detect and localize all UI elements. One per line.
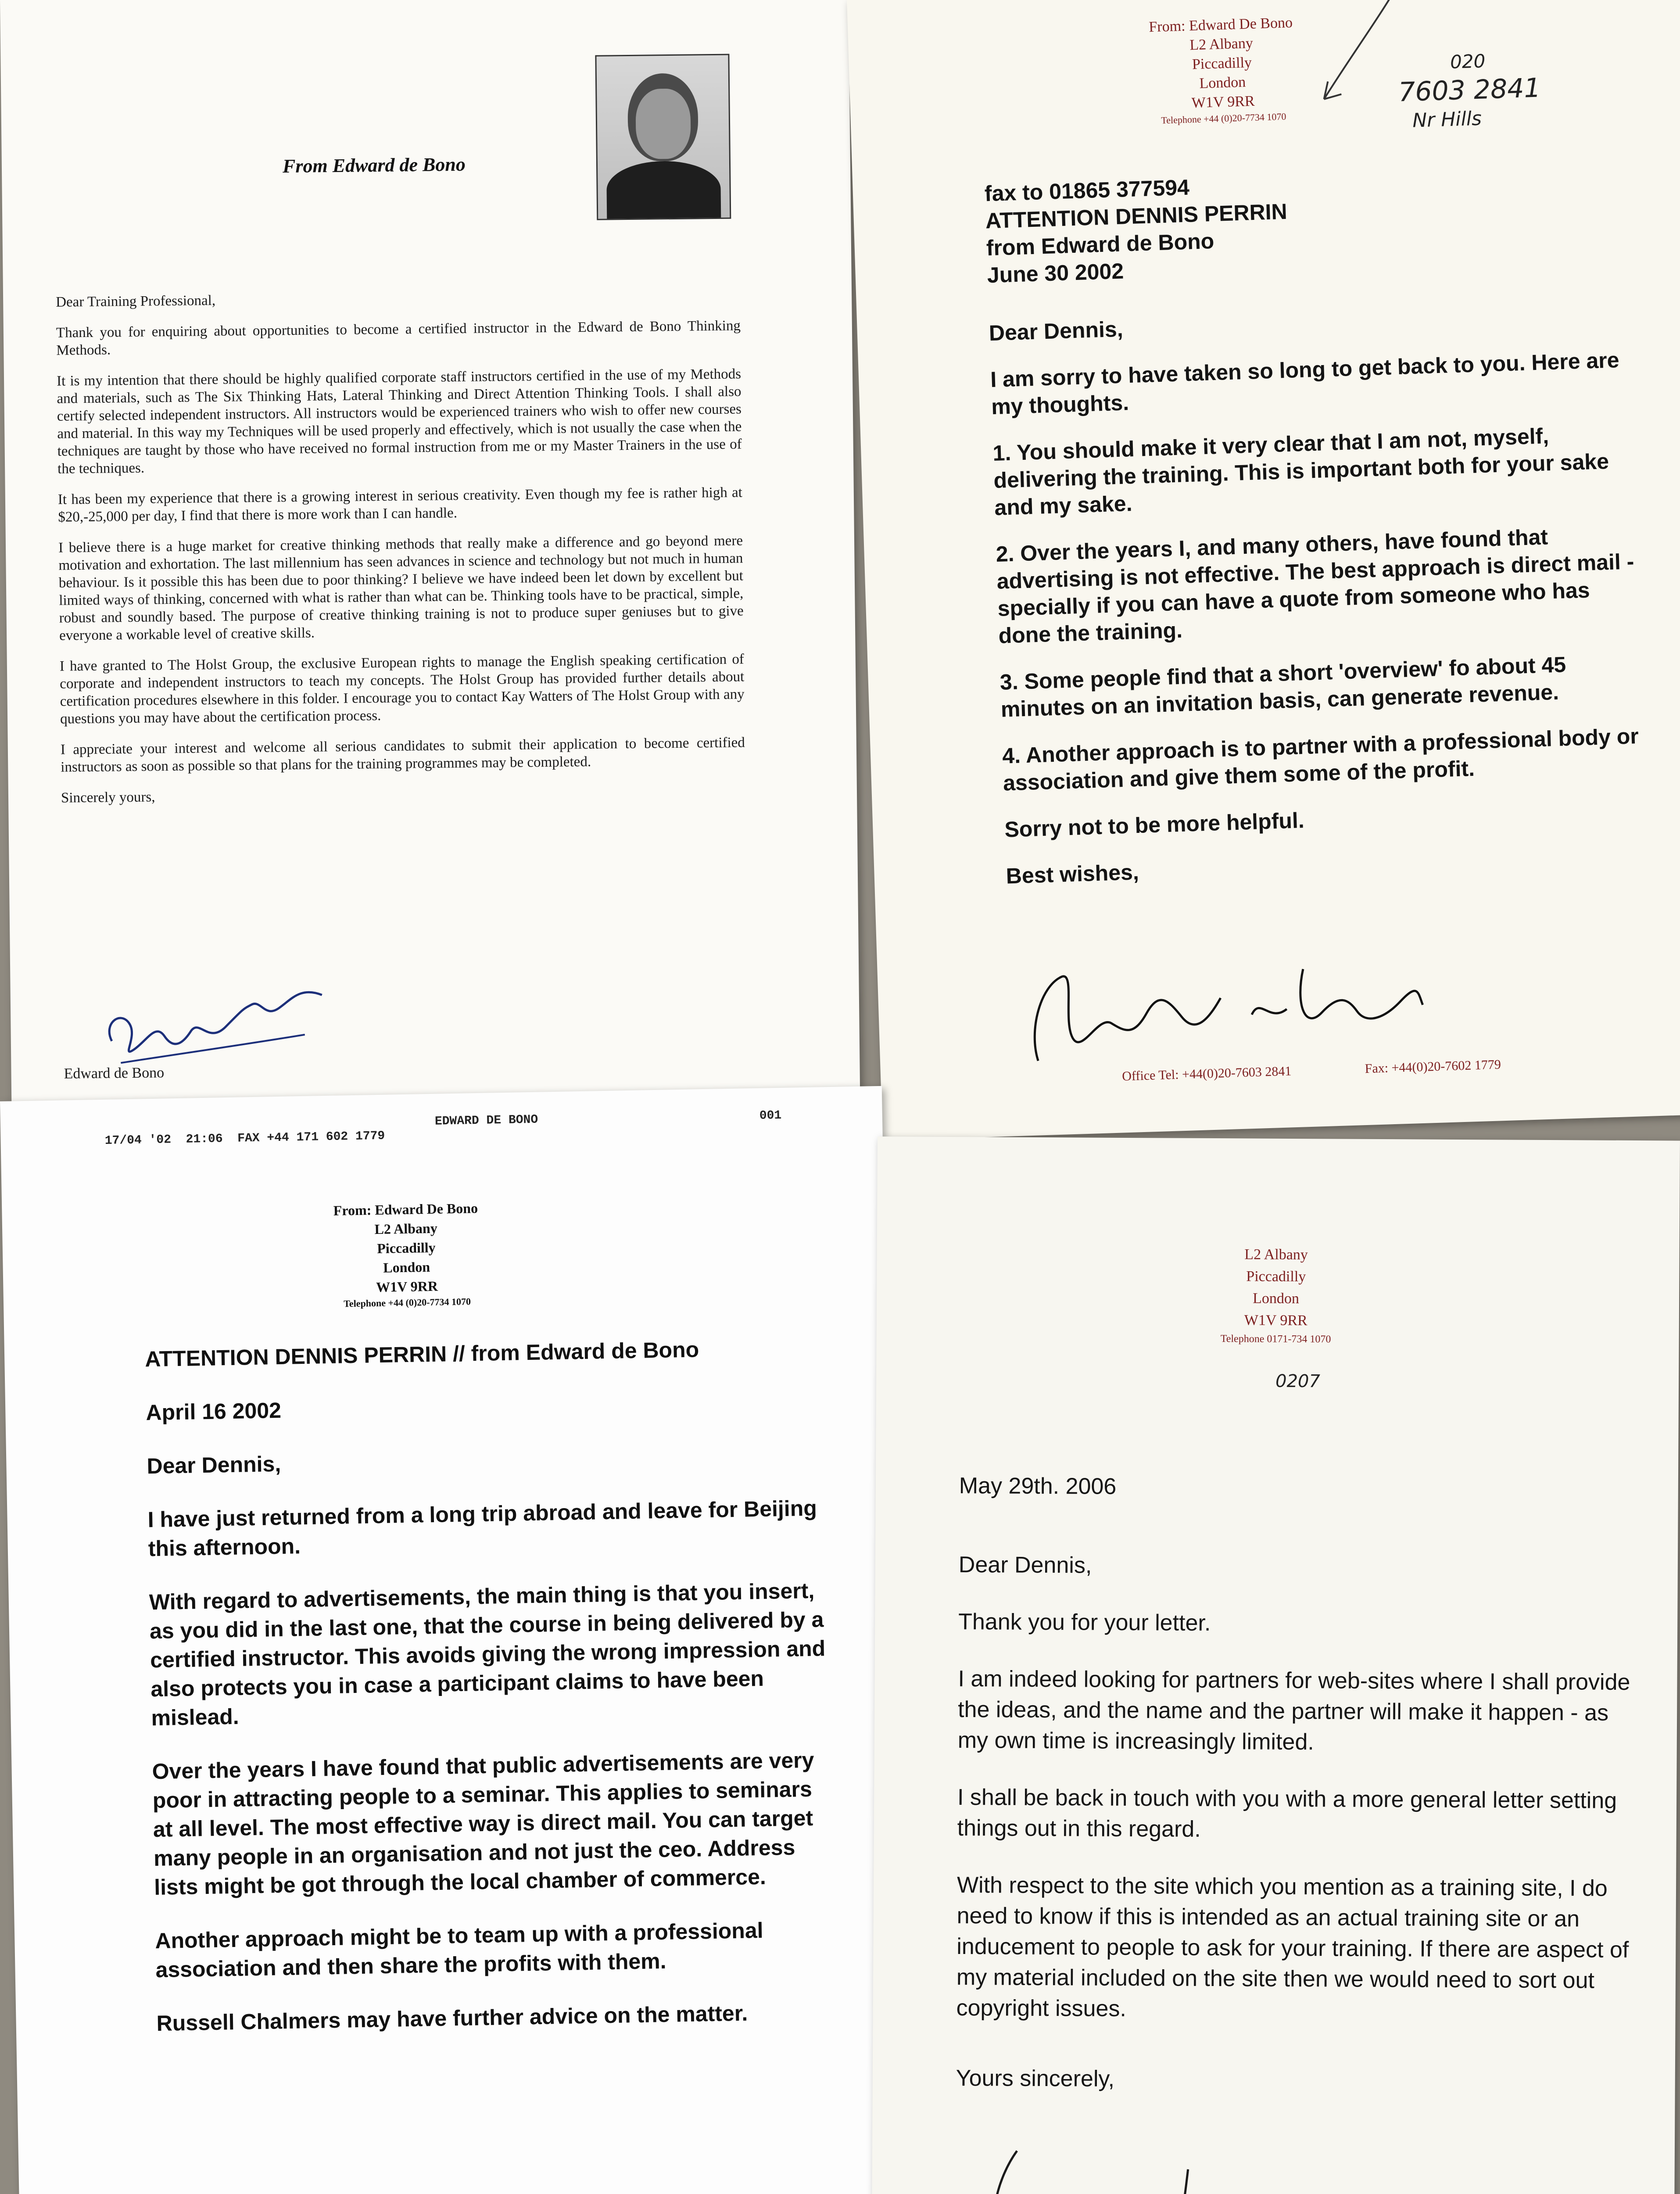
letter-date: May 29th. 2006 <box>959 1473 1117 1499</box>
fax-page-number: 001 <box>759 1108 782 1123</box>
address-line: From: Edward De Bono <box>333 1200 478 1219</box>
letter-body <box>984 160 1656 909</box>
handwritten-number: 7603 2841 <box>1398 72 1541 108</box>
paragraph: I am sorry to have taken so long to get back to you. Here are my thoughts. <box>990 348 1620 419</box>
paragraph: Thank you for enquiring about opportunities to become a certified instructor in the Edward de Bono Thinking Methods. <box>56 318 741 358</box>
portrait-photo <box>595 54 731 220</box>
paragraph: Another approach might be to team up with a professional association and then share the profits with them. <box>154 1918 763 1982</box>
address-line: L2 Albany <box>374 1220 438 1237</box>
address-line: London <box>383 1258 430 1276</box>
address-line: From: Edward De Bono <box>1148 14 1293 36</box>
letter-body <box>145 1333 842 2062</box>
telephone-line: Telephone 0171-734 1070 <box>1220 1333 1331 1345</box>
paragraph: I have just returned from a long trip abroad and leave for Beijing this afternoon. <box>147 1495 817 1561</box>
letterhead-address <box>1184 1244 1368 1347</box>
telephone-line: Telephone +44 (0)20-7734 1070 <box>1161 111 1286 126</box>
paragraph: With regard to advertisements, the main thing is that you insert, as you did in the last one, that the course in being delivered by a certified instructor. This avoids giving the wrong impression and also protects you in case a participant claims to have been mislead. <box>149 1578 826 1731</box>
paragraph: 3. Some people find that a short 'overview' fo about 45 minutes on an invitation basis, can generate revenue. <box>999 652 1566 722</box>
salutation: Dear Dennis, <box>989 316 1124 346</box>
address-line: Piccadilly <box>1192 54 1252 73</box>
address-line: W1V 9RR <box>1244 1312 1307 1329</box>
from-line: From Edward de Bono <box>282 153 466 177</box>
handwritten-arrow <box>1294 0 1412 113</box>
closing: Yours sincerely, <box>956 2065 1115 2092</box>
letterhead-address <box>1128 13 1316 128</box>
paragraph-underlined: I believe there is a huge market for creative thinking methods that really make a difference and go beyond mere motivation and exhortation. The last millennium has seen advances in science and technology but not much in human behaviour. Is it possible this has been due to poor thinking? I believe we have indeed been let down by excellent but limited ways of thinking, concerned with what is rather than what can be. Thinking tools have to be practical, simple, robust and soundly based. The purpose of creative thinking training is not to produce super geniuses but to give everyone a workable level of creative skills. <box>58 533 744 644</box>
closing: Best wishes, <box>1006 860 1139 889</box>
salutation: Dear Dennis, <box>958 1552 1092 1578</box>
handwritten-code: 0207 <box>1275 1371 1321 1392</box>
paragraph: 2. Over the years I, and many others, have found that advertising is not effective. The best approach is direct mail - specially if you can have a quote from someone who has done the training. <box>995 524 1635 648</box>
address-line: London <box>1253 1290 1300 1307</box>
signature-drawing <box>977 2142 1241 2194</box>
paragraph: It has been my experience that there is a growing interest in serious creativity. Even though my fee is rather high at $20,-25,000 per day, I find that there is more work than I can handle. <box>57 484 743 525</box>
fax-sender-name: EDWARD DE BONO <box>434 1113 538 1129</box>
letter-body <box>956 1470 1635 2123</box>
office-tel: Office Tel: +44(0)20-7603 2841 <box>1121 1064 1292 1084</box>
paragraph: Russell Chalmers may have further advice on the matter. <box>156 2000 748 2036</box>
signatory-name: Edward de Bono <box>64 1065 165 1082</box>
paragraph: Over the years I have found that public advertisements are very poor in attracting people to a seminar. This applies to seminars at all level. The most effective way is direct mail. You can target many people in an organisation and not just the ceo. Address lists might be got through the local chamber of commerce. <box>152 1747 814 1900</box>
fax-letter-june-2002 <box>847 0 1680 1140</box>
fax-letter-april-2002 <box>0 1086 904 2194</box>
salutation: Dear Dennis, <box>147 1451 281 1479</box>
fax-number: Fax: +44(0)20-7602 1779 <box>1365 1057 1501 1076</box>
telephone-line: Telephone +44 (0)20-7734 1070 <box>344 1296 471 1309</box>
paragraph: Thank you for your letter. <box>958 1609 1211 1636</box>
signature-drawing <box>93 968 340 1072</box>
address-line: L2 Albany <box>1244 1246 1308 1263</box>
paragraph: I have granted to The Holst Group, the exclusive European rights to manage the English speaking certification of corporate and independent instructors to teach my concepts. The Holst Group has provided further details about certification procedures elsewhere in this folder. I encourage you to contact Kay Watters of The Holst Group with any questions you may have about the certification process. <box>59 651 745 727</box>
address-line: Piccadilly <box>377 1239 436 1257</box>
address-line: W1V 9RR <box>376 1278 438 1295</box>
paragraph: I am indeed looking for partners for web-sites where I shall provide the ideas, and the name and the partner will make it happen - as my own time is increasingly limited. <box>957 1666 1630 1755</box>
address-line: L2 Albany <box>1189 35 1254 54</box>
letter-training-professional <box>0 0 860 1106</box>
portrait-suit <box>606 161 721 219</box>
paragraph: 4. Another approach is to partner with a professional body or association and give them some of the profit. <box>1002 724 1639 796</box>
salutation: Dear Training Professional, <box>56 292 216 310</box>
paragraph: I appreciate your interest and welcome all serious candidates to submit their application to become certified instructors as soon as possible so that plans for the training programmes may be completed. <box>60 735 745 775</box>
paragraph: I shall be back in touch with you with a more general letter setting things out in this regard. <box>957 1784 1617 1842</box>
paragraph: With respect to the site which you mention as a training site, I do need to know if this is intended as an actual training site or an inducement to people to ask for your training. If there are aspect of my material included on the site then we would need to sort out copyright issues. <box>956 1872 1629 2022</box>
paragraph: It is my intention that there should be highly qualified corporate staff instructors certified in the use of my Methods and materials, such as The Six Thinking Hats, Lateral Thinking and Direct Attention Thinking Tools. I shall also certify selected independent instructors. All instructors would be experienced trainers who wish to offer new courses and material. In this way my Techniques will be used properly and effectively, which is not usually the case when the techniques are taught by those who have received no formal instruction from me or my Master Trainers in the use of the techniques. <box>56 366 742 477</box>
header-line: fax to 01865 377594 <box>984 175 1190 206</box>
handwritten-note: Nr Hills <box>1412 107 1482 132</box>
attention-line: ATTENTION DENNIS PERRIN // from Edward de Bono <box>144 1337 699 1372</box>
portrait-face <box>635 89 691 159</box>
address-line: Piccadilly <box>1246 1268 1306 1285</box>
letter-date: April 16 2002 <box>145 1398 282 1425</box>
paragraph: Sorry not to be more helpful. <box>1004 808 1305 842</box>
header-line: from Edward de Bono <box>986 228 1215 261</box>
letter-body <box>56 286 745 820</box>
closing: Sincerely yours, <box>61 789 155 806</box>
fax-timestamp: 17/04 '02 21:06 FAX +44 171 602 1779 <box>104 1129 385 1148</box>
header-line: ATTENTION DENNIS PERRIN <box>985 199 1288 233</box>
paragraph: 1. You should make it very clear that I am not, myself, delivering the training. This is important both for your sake and my sake. <box>992 423 1609 520</box>
fax-transmission-header <box>75 1108 813 1189</box>
address-line: W1V 9RR <box>1191 93 1255 111</box>
letter-may-2006 <box>871 1136 1680 2194</box>
address-line: London <box>1199 74 1246 92</box>
letterhead-address <box>309 1198 504 1311</box>
fax-header-block <box>984 160 1637 289</box>
header-line: June 30 2002 <box>986 258 1124 288</box>
handwritten-code: 020 <box>1450 50 1486 73</box>
